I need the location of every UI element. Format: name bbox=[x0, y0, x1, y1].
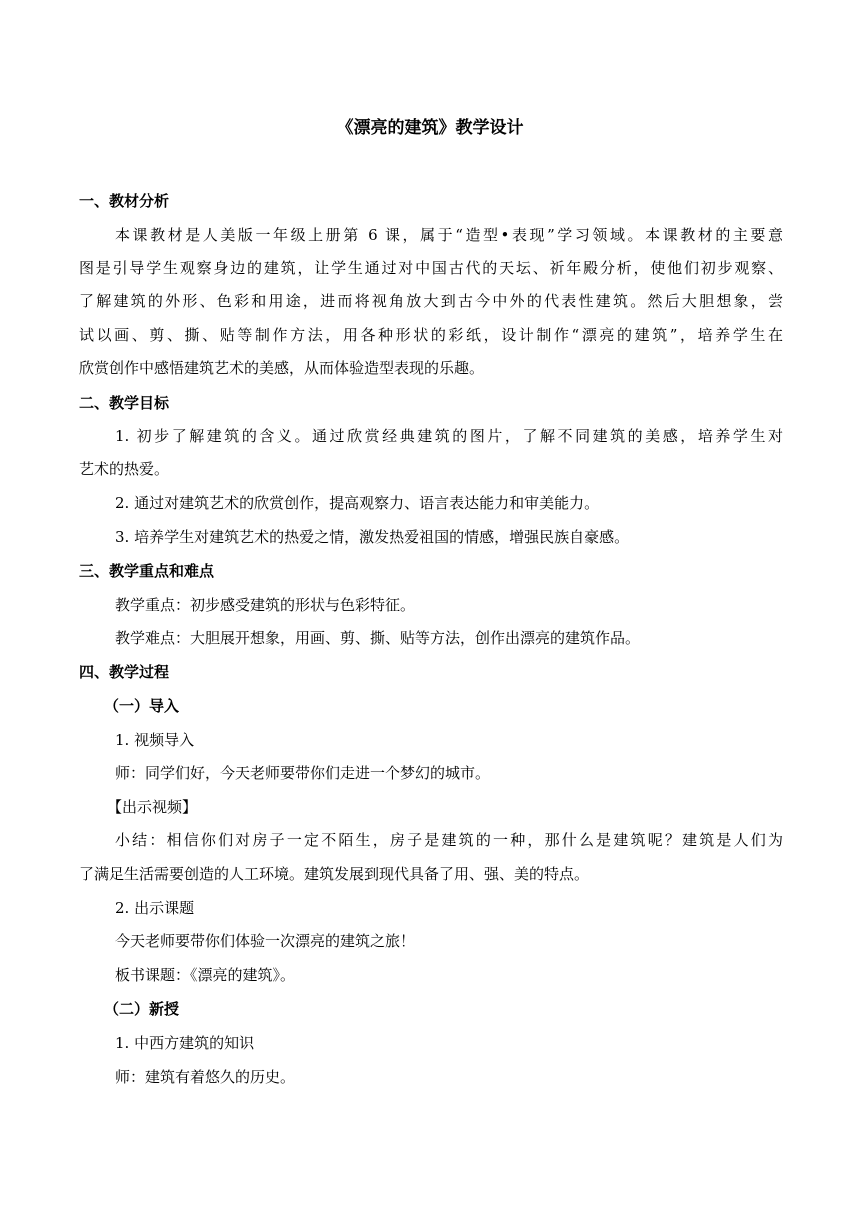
section-heading-goals: 二、教学目标 bbox=[79, 394, 170, 412]
paragraph-line: 了满足生活需要创造的人工环境。建筑发展到现代具备了用、强、美的特点。 bbox=[79, 865, 590, 883]
subsection-heading-new-lesson: （二）新授 bbox=[104, 1000, 180, 1018]
paragraph-line: 图是引导学生观察身边的建筑，让学生通过对中国古代的天坛、祈年殿分析，使他们初步观察、 bbox=[79, 259, 783, 277]
paragraph-line: 1. 初步了解建筑的含义。通过欣赏经典建筑的图片，了解不同建筑的美感，培养学生对 bbox=[115, 427, 783, 445]
paragraph-line: 教学难点：大胆展开想象，用画、剪、撕、贴等方法，创作出漂亮的建筑作品。 bbox=[115, 629, 641, 647]
paragraph-line: 【出示视频】 bbox=[107, 798, 198, 816]
document-title: 《漂亮的建筑》教学设计 bbox=[336, 118, 524, 138]
paragraph-line: 1. 中西方建筑的知识 bbox=[115, 1034, 255, 1052]
paragraph-line: 师：建筑有着悠久的历史。 bbox=[115, 1068, 296, 1086]
paragraph-line: 2. 通过对建筑艺术的欣赏创作，提高观察力、语言表达能力和审美能力。 bbox=[115, 494, 600, 512]
section-heading-analysis: 一、教材分析 bbox=[79, 192, 170, 210]
paragraph-line: 教学重点：初步感受建筑的形状与色彩特征。 bbox=[115, 596, 416, 614]
paragraph-line: 小结：相信你们对房子一定不陌生，房子是建筑的一种，那什么是建筑呢？建筑是人们为 bbox=[115, 831, 783, 849]
paragraph-line: 师：同学们好，今天老师要带你们走进一个梦幻的城市。 bbox=[115, 764, 491, 782]
paragraph-line: 今天老师要带你们体验一次漂亮的建筑之旅！ bbox=[115, 932, 416, 950]
subsection-heading-intro: （一）导入 bbox=[104, 697, 180, 715]
section-heading-process: 四、教学过程 bbox=[79, 663, 170, 681]
paragraph-line: 1. 视频导入 bbox=[115, 731, 195, 749]
paragraph-line: 板书课题：《漂亮的建筑》。 bbox=[115, 966, 296, 984]
paragraph-line: 本课教材是人美版一年级上册第 6 课，属于“造型•表现”学习领域。本课教材的主要意 bbox=[115, 226, 783, 244]
paragraph-line: 试以画、剪、撕、贴等制作方法，用各种形状的彩纸，设计制作“漂亮的建筑”，培养学生在 bbox=[79, 326, 783, 344]
paragraph-line: 3. 培养学生对建筑艺术的热爱之情，激发热爱祖国的情感，增强民族自豪感。 bbox=[115, 528, 630, 546]
paragraph-line: 艺术的热爱。 bbox=[79, 460, 170, 478]
paragraph-line: 了解建筑的外形、色彩和用途，进而将视角放大到古今中外的代表性建筑。然后大胆想象，尝 bbox=[79, 292, 783, 310]
section-heading-key-points: 三、教学重点和难点 bbox=[79, 562, 215, 580]
paragraph-line: 欣赏创作中感悟建筑艺术的美感，从而体验造型表现的乐趣。 bbox=[79, 359, 485, 377]
paragraph-line: 2. 出示课题 bbox=[115, 899, 195, 917]
